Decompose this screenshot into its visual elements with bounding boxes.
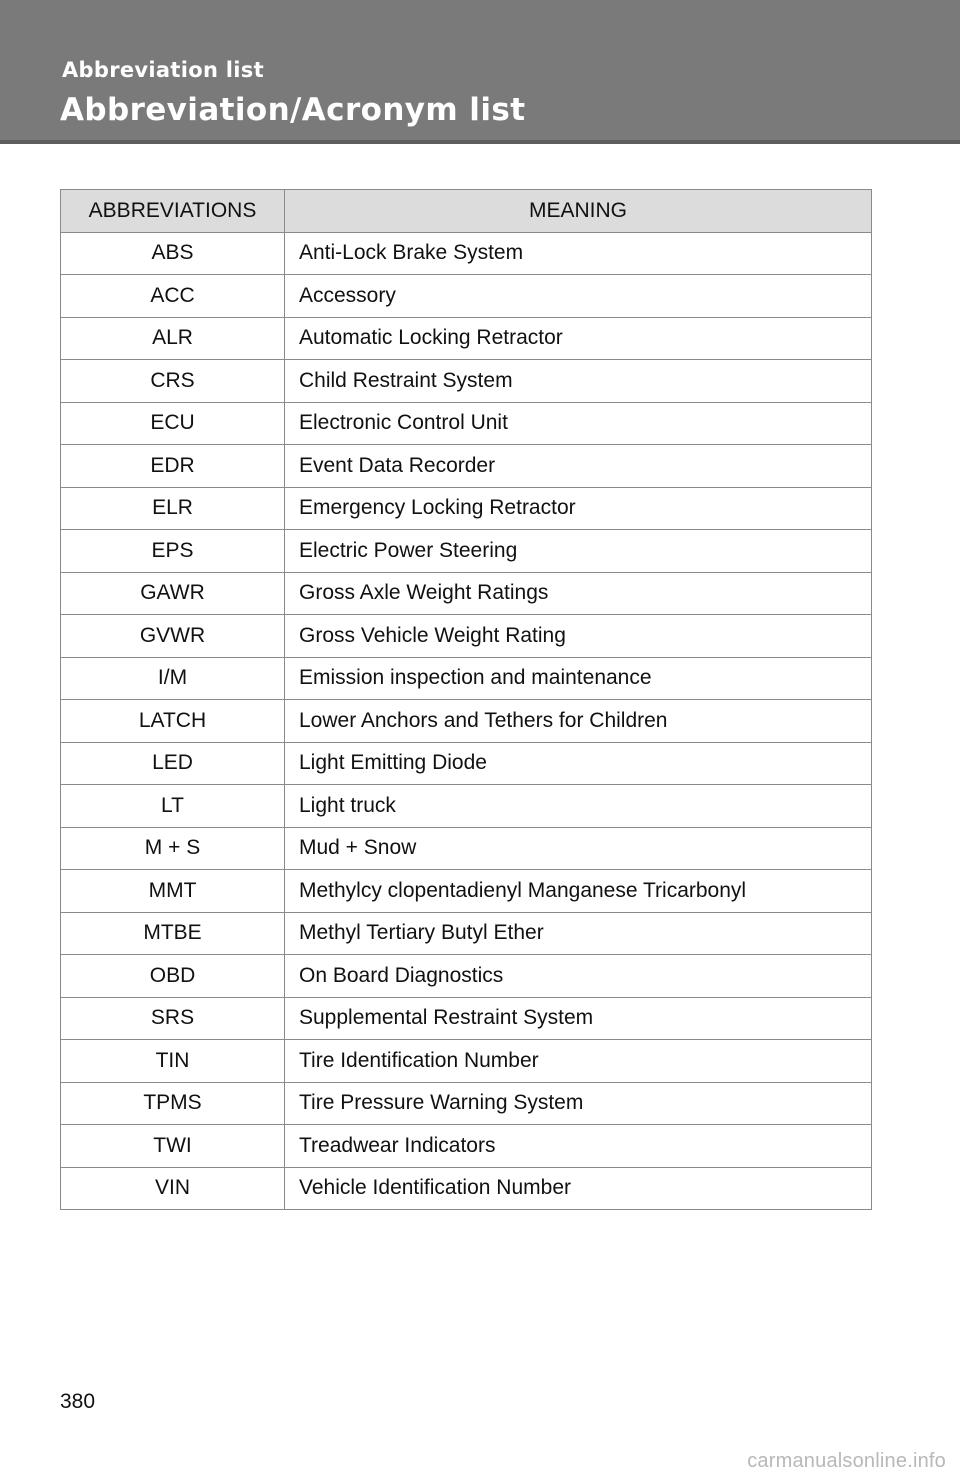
meaning-cell: Accessory: [285, 275, 872, 318]
section-label: Abbreviation list: [62, 58, 264, 82]
abbreviation-cell: ALR: [61, 317, 285, 360]
table-header-row: [61, 190, 872, 233]
abbreviation-cell: LATCH: [61, 700, 285, 743]
column-header-abbreviations: ABBREVIATIONS: [61, 190, 285, 233]
abbreviation-cell: ABS: [61, 232, 285, 275]
table-row: [61, 487, 872, 530]
header-band: [0, 0, 960, 144]
abbreviation-cell: LED: [61, 742, 285, 785]
meaning-cell: Methyl Tertiary Butyl Ether: [285, 912, 872, 955]
meaning-cell: Child Restraint System: [285, 360, 872, 403]
table-row: [61, 997, 872, 1040]
abbreviation-cell: MMT: [61, 870, 285, 913]
table-row: [61, 657, 872, 700]
table-row: [61, 1082, 872, 1125]
abbreviation-table: [60, 189, 872, 1210]
table-row: [61, 912, 872, 955]
abbreviation-cell: MTBE: [61, 912, 285, 955]
table-row: [61, 615, 872, 658]
table-row: [61, 402, 872, 445]
meaning-cell: Methylcy clopentadienyl Manganese Tricarbonyl: [285, 870, 872, 913]
table-row: [61, 955, 872, 998]
table-row: [61, 870, 872, 913]
table-row: [61, 827, 872, 870]
abbreviation-cell: TIN: [61, 1040, 285, 1083]
table-row: [61, 700, 872, 743]
meaning-cell: Gross Axle Weight Ratings: [285, 572, 872, 615]
table-row: [61, 1125, 872, 1168]
abbreviation-cell: LT: [61, 785, 285, 828]
meaning-cell: Treadwear Indicators: [285, 1125, 872, 1168]
abbreviation-cell: SRS: [61, 997, 285, 1040]
watermark-text: carmanualsonline.info: [747, 1450, 946, 1472]
abbreviation-cell: TPMS: [61, 1082, 285, 1125]
page-number: 380: [60, 1390, 96, 1413]
table-row: [61, 785, 872, 828]
abbreviation-cell: ACC: [61, 275, 285, 318]
meaning-cell: Vehicle Identification Number: [285, 1167, 872, 1210]
table-row: [61, 445, 872, 488]
table-row: [61, 360, 872, 403]
table-row: [61, 530, 872, 573]
abbreviation-cell: GVWR: [61, 615, 285, 658]
meaning-cell: Mud + Snow: [285, 827, 872, 870]
abbreviation-cell: EDR: [61, 445, 285, 488]
meaning-cell: Emission inspection and maintenance: [285, 657, 872, 700]
abbreviation-cell: I/M: [61, 657, 285, 700]
meaning-cell: Light truck: [285, 785, 872, 828]
meaning-cell: Gross Vehicle Weight Rating: [285, 615, 872, 658]
meaning-cell: Tire Pressure Warning System: [285, 1082, 872, 1125]
table-row: [61, 572, 872, 615]
table-row: [61, 232, 872, 275]
table-row: [61, 1040, 872, 1083]
abbreviation-cell: OBD: [61, 955, 285, 998]
table-row: [61, 275, 872, 318]
page-title: Abbreviation/Acronym list: [60, 92, 526, 128]
meaning-cell: Supplemental Restraint System: [285, 997, 872, 1040]
column-header-meaning: MEANING: [285, 190, 872, 233]
meaning-cell: On Board Diagnostics: [285, 955, 872, 998]
meaning-cell: Electronic Control Unit: [285, 402, 872, 445]
meaning-cell: Automatic Locking Retractor: [285, 317, 872, 360]
abbreviation-cell: ELR: [61, 487, 285, 530]
meaning-cell: Light Emitting Diode: [285, 742, 872, 785]
abbreviation-cell: EPS: [61, 530, 285, 573]
table-row: [61, 317, 872, 360]
abbreviation-cell: M + S: [61, 827, 285, 870]
abbreviation-cell: GAWR: [61, 572, 285, 615]
abbreviation-cell: TWI: [61, 1125, 285, 1168]
meaning-cell: Lower Anchors and Tethers for Children: [285, 700, 872, 743]
abbreviation-cell: ECU: [61, 402, 285, 445]
meaning-cell: Emergency Locking Retractor: [285, 487, 872, 530]
meaning-cell: Anti-Lock Brake System: [285, 232, 872, 275]
table-row: [61, 1167, 872, 1210]
meaning-cell: Electric Power Steering: [285, 530, 872, 573]
meaning-cell: Tire Identification Number: [285, 1040, 872, 1083]
abbreviation-cell: VIN: [61, 1167, 285, 1210]
table-row: [61, 742, 872, 785]
meaning-cell: Event Data Recorder: [285, 445, 872, 488]
abbreviation-cell: CRS: [61, 360, 285, 403]
